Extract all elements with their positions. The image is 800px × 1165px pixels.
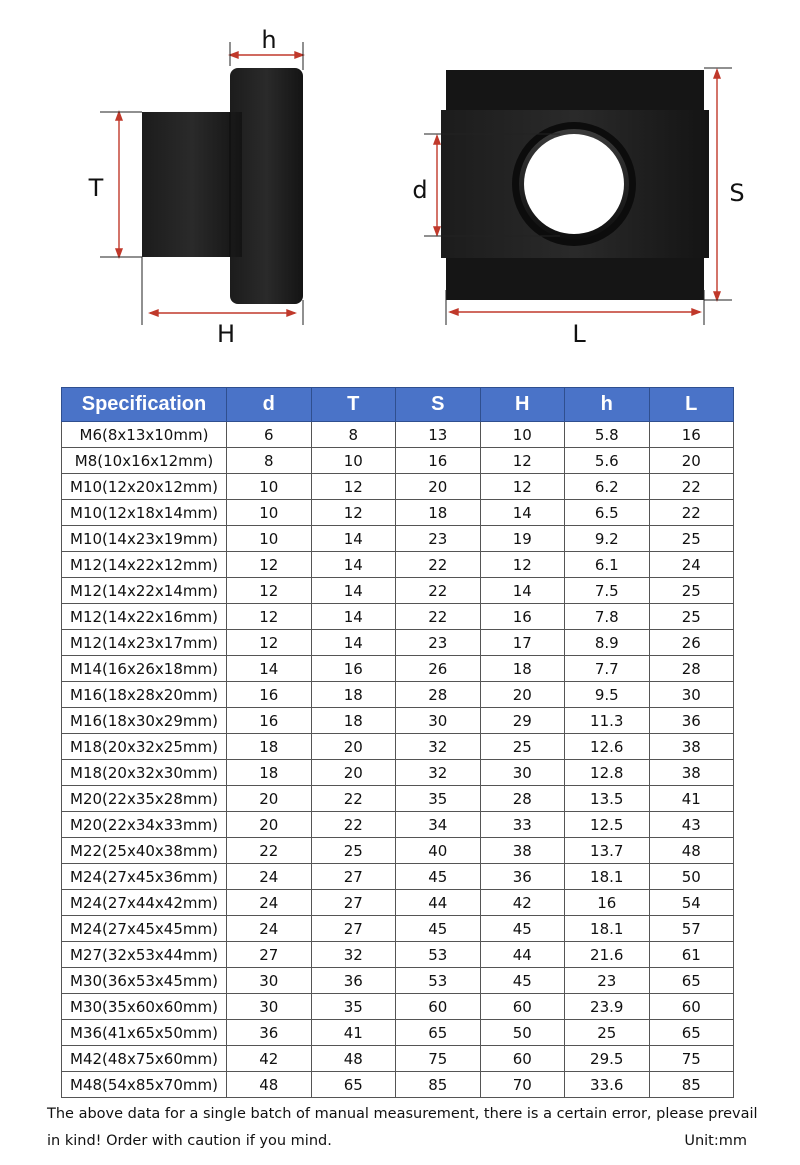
value-cell: 20 xyxy=(396,474,481,500)
label-T: T xyxy=(88,174,104,202)
table-row xyxy=(62,838,734,864)
spec-cell: M24(27x44x42mm) xyxy=(62,890,227,916)
value-cell: 25 xyxy=(649,578,734,604)
value-cell: 18 xyxy=(480,656,565,682)
table-row xyxy=(62,656,734,682)
value-cell: 22 xyxy=(396,604,481,630)
value-cell: 20 xyxy=(311,734,396,760)
value-cell: 18 xyxy=(396,500,481,526)
value-cell: 22 xyxy=(649,500,734,526)
value-cell: 36 xyxy=(649,708,734,734)
table-row xyxy=(62,734,734,760)
value-cell: 16 xyxy=(227,708,312,734)
value-cell: 65 xyxy=(396,1020,481,1046)
spec-cell: M18(20x32x30mm) xyxy=(62,760,227,786)
table-row xyxy=(62,864,734,890)
value-cell: 27 xyxy=(311,864,396,890)
label-h: h xyxy=(261,26,277,54)
value-cell: 22 xyxy=(311,786,396,812)
value-cell: 53 xyxy=(396,968,481,994)
value-cell: 18.1 xyxy=(565,916,650,942)
spec-cell: M24(27x45x45mm) xyxy=(62,916,227,942)
value-cell: 60 xyxy=(396,994,481,1020)
value-cell: 10 xyxy=(480,422,565,448)
value-cell: 30 xyxy=(227,968,312,994)
value-cell: 53 xyxy=(396,942,481,968)
value-cell: 12 xyxy=(480,552,565,578)
spec-cell: M6(8x13x10mm) xyxy=(62,422,227,448)
value-cell: 12 xyxy=(311,474,396,500)
header-d: d xyxy=(227,388,312,422)
value-cell: 24 xyxy=(227,864,312,890)
value-cell: 14 xyxy=(311,526,396,552)
value-cell: 70 xyxy=(480,1072,565,1098)
table-row xyxy=(62,890,734,916)
value-cell: 12 xyxy=(227,604,312,630)
value-cell: 60 xyxy=(480,994,565,1020)
header-S: S xyxy=(396,388,481,422)
value-cell: 22 xyxy=(396,578,481,604)
value-cell: 16 xyxy=(565,890,650,916)
table-row xyxy=(62,760,734,786)
value-cell: 12 xyxy=(480,448,565,474)
value-cell: 28 xyxy=(649,656,734,682)
value-cell: 23 xyxy=(396,630,481,656)
value-cell: 5.8 xyxy=(565,422,650,448)
value-cell: 60 xyxy=(480,1046,565,1072)
table-row xyxy=(62,630,734,656)
value-cell: 35 xyxy=(311,994,396,1020)
value-cell: 8 xyxy=(227,448,312,474)
value-cell: 28 xyxy=(480,786,565,812)
value-cell: 85 xyxy=(396,1072,481,1098)
value-cell: 23 xyxy=(565,968,650,994)
spec-cell: M10(12x18x14mm) xyxy=(62,500,227,526)
spec-cell: M12(14x23x17mm) xyxy=(62,630,227,656)
value-cell: 23.9 xyxy=(565,994,650,1020)
value-cell: 25 xyxy=(311,838,396,864)
table-row xyxy=(62,1020,734,1046)
table-header-row xyxy=(62,388,734,422)
value-cell: 10 xyxy=(227,526,312,552)
value-cell: 30 xyxy=(227,994,312,1020)
value-cell: 8.9 xyxy=(565,630,650,656)
value-cell: 38 xyxy=(649,734,734,760)
value-cell: 16 xyxy=(649,422,734,448)
value-cell: 38 xyxy=(480,838,565,864)
value-cell: 14 xyxy=(227,656,312,682)
spec-cell: M30(35x60x60mm) xyxy=(62,994,227,1020)
value-cell: 10 xyxy=(227,474,312,500)
value-cell: 33 xyxy=(480,812,565,838)
table-row xyxy=(62,812,734,838)
value-cell: 12 xyxy=(227,630,312,656)
value-cell: 43 xyxy=(649,812,734,838)
table-row xyxy=(62,916,734,942)
value-cell: 65 xyxy=(649,968,734,994)
value-cell: 12.8 xyxy=(565,760,650,786)
label-L: L xyxy=(572,320,586,348)
value-cell: 20 xyxy=(227,786,312,812)
value-cell: 33.6 xyxy=(565,1072,650,1098)
value-cell: 22 xyxy=(311,812,396,838)
label-d: d xyxy=(412,176,428,204)
value-cell: 8 xyxy=(311,422,396,448)
value-cell: 10 xyxy=(227,500,312,526)
value-cell: 65 xyxy=(649,1020,734,1046)
value-cell: 20 xyxy=(311,760,396,786)
value-cell: 14 xyxy=(311,604,396,630)
value-cell: 16 xyxy=(227,682,312,708)
value-cell: 42 xyxy=(227,1046,312,1072)
value-cell: 18 xyxy=(227,760,312,786)
value-cell: 10 xyxy=(311,448,396,474)
value-cell: 30 xyxy=(396,708,481,734)
value-cell: 24 xyxy=(227,890,312,916)
value-cell: 9.2 xyxy=(565,526,650,552)
spec-cell: M12(14x22x16mm) xyxy=(62,604,227,630)
spec-cell: M10(14x23x19mm) xyxy=(62,526,227,552)
value-cell: 26 xyxy=(649,630,734,656)
value-cell: 16 xyxy=(480,604,565,630)
value-cell: 29.5 xyxy=(565,1046,650,1072)
value-cell: 20 xyxy=(480,682,565,708)
value-cell: 48 xyxy=(649,838,734,864)
value-cell: 12 xyxy=(227,552,312,578)
value-cell: 27 xyxy=(227,942,312,968)
disclaimer-line-2: in kind! Order with caution if you mind. xyxy=(47,1133,332,1149)
value-cell: 12 xyxy=(227,578,312,604)
value-cell: 16 xyxy=(396,448,481,474)
spec-cell: M18(20x32x25mm) xyxy=(62,734,227,760)
value-cell: 12.6 xyxy=(565,734,650,760)
value-cell: 21.6 xyxy=(565,942,650,968)
value-cell: 41 xyxy=(649,786,734,812)
table-row xyxy=(62,552,734,578)
table-row xyxy=(62,578,734,604)
value-cell: 41 xyxy=(311,1020,396,1046)
t-nut-dimension-diagram xyxy=(0,0,800,370)
spec-cell: M12(14x22x14mm) xyxy=(62,578,227,604)
spec-cell: M20(22x34x33mm) xyxy=(62,812,227,838)
label-H: H xyxy=(216,320,236,348)
spec-cell: M12(14x22x12mm) xyxy=(62,552,227,578)
value-cell: 45 xyxy=(480,968,565,994)
table-row xyxy=(62,500,734,526)
t-nut-front-view xyxy=(441,70,709,300)
value-cell: 27 xyxy=(311,890,396,916)
spec-cell: M14(16x26x18mm) xyxy=(62,656,227,682)
value-cell: 22 xyxy=(649,474,734,500)
value-cell: 16 xyxy=(311,656,396,682)
specification-table xyxy=(61,387,734,1098)
table-row xyxy=(62,942,734,968)
value-cell: 36 xyxy=(480,864,565,890)
value-cell: 25 xyxy=(480,734,565,760)
value-cell: 20 xyxy=(649,448,734,474)
value-cell: 6.5 xyxy=(565,500,650,526)
spec-cell: M27(32x53x44mm) xyxy=(62,942,227,968)
value-cell: 40 xyxy=(396,838,481,864)
table-row xyxy=(62,448,734,474)
value-cell: 12 xyxy=(311,500,396,526)
value-cell: 19 xyxy=(480,526,565,552)
spec-cell: M30(36x53x45mm) xyxy=(62,968,227,994)
value-cell: 50 xyxy=(649,864,734,890)
table-row xyxy=(62,994,734,1020)
value-cell: 45 xyxy=(480,916,565,942)
disclaimer-line-1: The above data for a single batch of manual measurement, there is a certain error, please prevail xyxy=(47,1106,758,1122)
value-cell: 26 xyxy=(396,656,481,682)
spec-cell: M24(27x45x36mm) xyxy=(62,864,227,890)
unit-label: Unit:mm xyxy=(684,1133,747,1149)
value-cell: 18 xyxy=(227,734,312,760)
value-cell: 44 xyxy=(480,942,565,968)
value-cell: 18.1 xyxy=(565,864,650,890)
spec-cell: M16(18x30x29mm) xyxy=(62,708,227,734)
value-cell: 32 xyxy=(311,942,396,968)
value-cell: 14 xyxy=(480,578,565,604)
value-cell: 18 xyxy=(311,682,396,708)
spec-cell: M36(41x65x50mm) xyxy=(62,1020,227,1046)
header-H: H xyxy=(480,388,565,422)
spec-cell: M20(22x35x28mm) xyxy=(62,786,227,812)
spec-cell: M10(12x20x12mm) xyxy=(62,474,227,500)
value-cell: 6.2 xyxy=(565,474,650,500)
value-cell: 75 xyxy=(649,1046,734,1072)
header-specification: Specification xyxy=(62,388,227,422)
value-cell: 12.5 xyxy=(565,812,650,838)
value-cell: 48 xyxy=(311,1046,396,1072)
value-cell: 45 xyxy=(396,864,481,890)
value-cell: 36 xyxy=(311,968,396,994)
value-cell: 34 xyxy=(396,812,481,838)
value-cell: 45 xyxy=(396,916,481,942)
spec-cell: M16(18x28x20mm) xyxy=(62,682,227,708)
table-row xyxy=(62,604,734,630)
table-row xyxy=(62,422,734,448)
table-row xyxy=(62,526,734,552)
table-body xyxy=(62,422,734,1098)
value-cell: 7.7 xyxy=(565,656,650,682)
value-cell: 50 xyxy=(480,1020,565,1046)
value-cell: 25 xyxy=(565,1020,650,1046)
value-cell: 54 xyxy=(649,890,734,916)
value-cell: 85 xyxy=(649,1072,734,1098)
value-cell: 25 xyxy=(649,526,734,552)
value-cell: 6.1 xyxy=(565,552,650,578)
value-cell: 13.5 xyxy=(565,786,650,812)
value-cell: 38 xyxy=(649,760,734,786)
value-cell: 7.8 xyxy=(565,604,650,630)
value-cell: 30 xyxy=(649,682,734,708)
value-cell: 5.6 xyxy=(565,448,650,474)
value-cell: 12 xyxy=(480,474,565,500)
value-cell: 6 xyxy=(227,422,312,448)
label-S: S xyxy=(729,179,745,207)
value-cell: 20 xyxy=(227,812,312,838)
table-row xyxy=(62,1072,734,1098)
value-cell: 14 xyxy=(480,500,565,526)
value-cell: 17 xyxy=(480,630,565,656)
value-cell: 11.3 xyxy=(565,708,650,734)
spec-cell: M8(10x16x12mm) xyxy=(62,448,227,474)
value-cell: 42 xyxy=(480,890,565,916)
value-cell: 60 xyxy=(649,994,734,1020)
spec-cell: M48(54x85x70mm) xyxy=(62,1072,227,1098)
value-cell: 29 xyxy=(480,708,565,734)
value-cell: 75 xyxy=(396,1046,481,1072)
value-cell: 13 xyxy=(396,422,481,448)
value-cell: 44 xyxy=(396,890,481,916)
value-cell: 7.5 xyxy=(565,578,650,604)
spec-cell: M42(48x75x60mm) xyxy=(62,1046,227,1072)
table-row xyxy=(62,1046,734,1072)
value-cell: 32 xyxy=(396,760,481,786)
value-cell: 25 xyxy=(649,604,734,630)
t-nut-side-view xyxy=(142,68,303,304)
value-cell: 18 xyxy=(311,708,396,734)
table-row xyxy=(62,682,734,708)
value-cell: 22 xyxy=(396,552,481,578)
value-cell: 61 xyxy=(649,942,734,968)
value-cell: 22 xyxy=(227,838,312,864)
value-cell: 24 xyxy=(227,916,312,942)
value-cell: 24 xyxy=(649,552,734,578)
value-cell: 35 xyxy=(396,786,481,812)
header-T: T xyxy=(311,388,396,422)
value-cell: 30 xyxy=(480,760,565,786)
table-row xyxy=(62,474,734,500)
value-cell: 32 xyxy=(396,734,481,760)
table-row xyxy=(62,708,734,734)
value-cell: 57 xyxy=(649,916,734,942)
value-cell: 27 xyxy=(311,916,396,942)
value-cell: 14 xyxy=(311,578,396,604)
value-cell: 14 xyxy=(311,630,396,656)
value-cell: 28 xyxy=(396,682,481,708)
header-h: h xyxy=(565,388,650,422)
table-row xyxy=(62,786,734,812)
spec-cell: M22(25x40x38mm) xyxy=(62,838,227,864)
value-cell: 14 xyxy=(311,552,396,578)
table-row xyxy=(62,968,734,994)
value-cell: 9.5 xyxy=(565,682,650,708)
header-L: L xyxy=(649,388,734,422)
value-cell: 65 xyxy=(311,1072,396,1098)
value-cell: 13.7 xyxy=(565,838,650,864)
value-cell: 23 xyxy=(396,526,481,552)
value-cell: 36 xyxy=(227,1020,312,1046)
value-cell: 48 xyxy=(227,1072,312,1098)
